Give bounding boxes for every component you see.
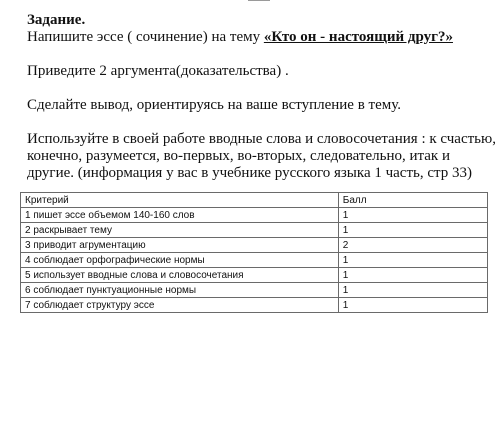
table-row (21, 268, 488, 283)
arguments-instruction: Приведите 2 аргумента(доказательства) . (27, 63, 289, 79)
criterion-cell: 1 пишет эссе объемом 140-160 слов (21, 208, 339, 223)
criterion-cell: 5 использует вводные слова и словосочетания (21, 268, 339, 283)
table-row (21, 238, 488, 253)
table-header-row (21, 193, 488, 208)
criterion-cell: 7 соблюдает структуру эссе (21, 298, 339, 313)
criterion-cell: 4 соблюдает орфографические нормы (21, 253, 339, 268)
table-row (21, 298, 488, 313)
criterion-cell: 6 соблюдает пунктуационные нормы (21, 283, 339, 298)
criteria-table (20, 192, 488, 313)
assignment-heading: Задание. (27, 12, 86, 28)
task-prefix: Напишите эссе ( сочинение) на тему (27, 29, 264, 45)
score-cell: 1 (338, 268, 487, 283)
score-cell: 2 (338, 238, 487, 253)
criterion-cell: 3 приводит агрументацию (21, 238, 339, 253)
intro-words-instruction: Используйте в своей работе вводные слова и словосочетания : к счастью, конечно, разумеется, во-первых, во-вторых, следовательно, итак и другие. (информация у вас в учебнике русского языка 1 часть, стр 33) (27, 131, 496, 181)
conclusion-instruction: Сделайте вывод, ориентируясь на ваше вступление в тему. (27, 97, 402, 113)
score-cell: 1 (338, 223, 487, 238)
task-line (27, 29, 497, 46)
header-criterion: Критерий (21, 193, 339, 208)
table-row (21, 283, 488, 298)
score-cell: 1 (338, 208, 487, 223)
cropped-text-fragment (248, 0, 270, 4)
criterion-cell: 2 раскрывает тему (21, 223, 339, 238)
score-cell: 1 (338, 298, 487, 313)
table-row (21, 253, 488, 268)
score-cell: 1 (338, 283, 487, 298)
score-cell: 1 (338, 253, 487, 268)
header-score: Балл (338, 193, 487, 208)
table-row (21, 208, 488, 223)
table-row (21, 223, 488, 238)
essay-topic: «Кто он - настоящий друг?» (263, 29, 453, 45)
assignment-text (27, 12, 497, 182)
